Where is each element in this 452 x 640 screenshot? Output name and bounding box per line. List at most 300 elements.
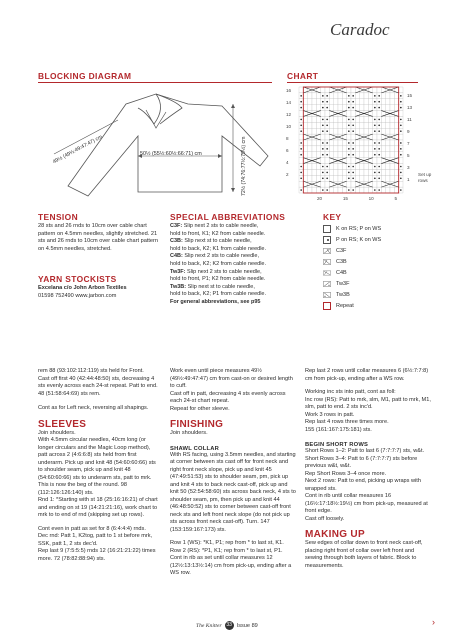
purl-dot	[322, 166, 324, 168]
cable-chart-grid	[298, 86, 404, 194]
chart-cell	[325, 134, 329, 140]
chart-cell	[360, 122, 364, 128]
chart-cell	[368, 187, 372, 193]
col2-castoff: Cast off in patt, decreasing 4 sts evenly across each 24-st chart repeat.	[170, 390, 286, 404]
col-num: 10	[368, 196, 374, 201]
abbrev-line: C3B: Slip next st to cable needle,	[170, 238, 252, 245]
chart-cell	[308, 122, 312, 128]
purl-dot	[348, 119, 350, 121]
chart-cell	[386, 164, 390, 170]
purl-dot	[374, 172, 376, 174]
chart-cell	[373, 134, 377, 140]
chart-cell	[308, 105, 312, 111]
chart-cell	[303, 164, 307, 170]
chart-cell	[338, 105, 342, 111]
chart-cell	[342, 140, 346, 146]
chart-cell	[394, 146, 398, 152]
chart-cell	[303, 105, 307, 111]
chart-cell	[364, 152, 368, 158]
page-number-badge: 33	[226, 622, 232, 628]
chart-cell	[316, 152, 320, 158]
key-title: KEY	[323, 212, 342, 222]
purl-dot	[400, 189, 402, 191]
abbrev-line: Tw3F: Slip next 2 sts to cable needle,	[170, 268, 262, 275]
chart-cell	[394, 105, 398, 111]
chart-cell	[364, 122, 368, 128]
chart-cell	[316, 105, 320, 111]
purl-dot	[326, 130, 328, 132]
chart-cell	[381, 169, 385, 175]
row-num: 3	[407, 165, 410, 170]
chart-cell	[394, 99, 398, 105]
chart-cell	[338, 146, 342, 152]
abbrev-line: hold to front, P1; K2 from cable needle.	[170, 276, 266, 283]
chart-cell	[329, 116, 333, 122]
sleeves-pickup: With 4.5mm circular needles, 40cm long (or longer circulars and the Magic Loop method), patt across 2 (4:6:6:8) sts held from first underarm. Pick up and knit 48 (54:60:60:66) sts to shoulder seam, pick up and knit 48 (54:60:60:66) sts to underarm sts, patt to mrk. This is now the beg of the round. 98 (112:126:126:140) sts.	[38, 437, 156, 496]
purl-dot	[400, 124, 402, 126]
abbrev-line: C4B: Slip next 2 sts to cable needle,	[170, 253, 259, 260]
chart-cell	[386, 93, 390, 99]
purl-dot	[352, 130, 354, 132]
chart-cell	[368, 152, 372, 158]
purl-dot	[400, 142, 402, 144]
chart-cell	[386, 146, 390, 152]
chart-cell	[381, 99, 385, 105]
chart-cell	[347, 111, 351, 117]
finishing-heading: FINISHING	[170, 419, 224, 430]
chart-cell	[338, 187, 342, 193]
col3-rep4: Rep last 4 rows three times more.	[305, 419, 389, 425]
purl-dot	[400, 148, 402, 150]
chart-cell	[394, 128, 398, 134]
chart-cell	[394, 93, 398, 99]
purl-dot	[400, 166, 402, 168]
chart-cell	[364, 164, 368, 170]
collar-pickup: With RS facing, using 3.5mm needles, and starting at corner between sts cast off for front neck and right front neck slope, pick up and knit 45 (47:49:51:53) sts to shoulder seam, pm, pick up and knit 4 sts to back neck cast-off, pick up and knit 50 (52:54:58:60) sts across back neck, 4 sts to shoulder seam, pm, then pick up and knit 44 (46:48:50:52) sts to corner between cast-off front neck sts and left front neck slope (do not pick up sts across front neck cast-off). Turn. 147 (153:159:167:173) sts.	[170, 451, 296, 533]
chart-cell	[394, 152, 398, 158]
chart-cell	[360, 128, 364, 134]
col2-work-even: Work even until piece measures 49½ (49½:49:47:47) cm from cast-on or desired length to cuff.	[170, 368, 293, 389]
chart-cell	[347, 134, 351, 140]
chart-cell	[303, 122, 307, 128]
chart-cell	[399, 134, 403, 140]
chart-cell	[368, 140, 372, 146]
purl-dot	[374, 177, 376, 179]
chart-cell	[316, 164, 320, 170]
purl-dot	[378, 142, 380, 144]
purl-dot	[378, 101, 380, 103]
purl-dot	[322, 124, 324, 126]
purl-dot	[352, 119, 354, 121]
short-rows-cont: Cont in rib until collar measures 16 (16½:17:18½:19½) cm from pick-up, measured at front edge.	[305, 493, 428, 514]
chart-cell	[355, 175, 359, 181]
col1-castoff: Cast off first 40 (42:44:48:50) sts, decreasing 4 sts evenly across each 24-st repeat. Patt to end.	[38, 375, 158, 389]
chart-cell	[381, 164, 385, 170]
collar-row1: Row 1 (WS): *K1, P1; rep from * to last st, K1.	[170, 540, 284, 546]
chart-cell	[308, 169, 312, 175]
chart-cell	[299, 134, 303, 140]
chart-rule	[287, 82, 418, 83]
chart-cell	[355, 140, 359, 146]
chart-cell	[355, 93, 359, 99]
purl-dot	[300, 189, 302, 191]
chart-cell	[394, 175, 398, 181]
chart-cell	[329, 93, 333, 99]
chart-cell	[338, 164, 342, 170]
chart-cell	[334, 146, 338, 152]
chart-cell	[355, 128, 359, 134]
short-rows-heading: BEGIN SHORT ROWS	[305, 442, 369, 448]
chart-cell	[342, 152, 346, 158]
purl-dot	[374, 148, 376, 150]
chart-cell	[329, 152, 333, 158]
purl-dot	[374, 101, 376, 103]
chart-cell	[381, 187, 385, 193]
purl-dot	[322, 107, 324, 109]
abbrev-footer: For general abbreviations, see p95	[170, 298, 261, 305]
chart-cell	[364, 146, 368, 152]
chart-cell	[342, 146, 346, 152]
collar-rib: Cont in rib as set until collar measures 12 (12½:13:13½:14) cm from pick-up, ending after a WS row.	[170, 555, 292, 576]
purl-dot	[300, 119, 302, 121]
chart-cell	[394, 116, 398, 122]
chart-cell	[334, 175, 338, 181]
chart-cell	[355, 122, 359, 128]
chart-cell	[303, 140, 307, 146]
chart-cell	[377, 111, 381, 117]
chart-cell	[368, 99, 372, 105]
abbreviations-list	[170, 223, 310, 307]
chart-cell	[390, 175, 394, 181]
row-num: 14	[286, 100, 292, 105]
purl-dot	[322, 101, 324, 103]
chart-cell	[386, 175, 390, 181]
col-num: 5	[394, 196, 397, 201]
col3-rep: Rep last 2 rows until collar measures 6 (6½:7:7:8) cm from pick-up, ending after a WS row.	[305, 368, 429, 382]
chart-cell	[338, 128, 342, 134]
chart-cell	[360, 105, 364, 111]
purl-dot	[348, 172, 350, 174]
row-num: 8	[286, 136, 289, 141]
sleeves-cont: Cont even in patt as set for 8 (6:4:4:4) rnds.	[38, 525, 146, 532]
chart-col-numbers	[317, 196, 397, 201]
purl-dot	[374, 142, 376, 144]
chart-cell	[334, 116, 338, 122]
chart-cell	[342, 99, 346, 105]
purl-dot	[352, 166, 354, 168]
purl-dot	[352, 177, 354, 179]
purl-dot	[400, 101, 402, 103]
purl-dot	[378, 124, 380, 126]
chart-cell	[308, 93, 312, 99]
chart-cell	[338, 175, 342, 181]
purl-dot	[400, 172, 402, 174]
chart-cell	[329, 122, 333, 128]
chart-cell	[325, 158, 329, 164]
chart-cell	[381, 146, 385, 152]
chart-cell	[394, 122, 398, 128]
chart-cell	[338, 99, 342, 105]
purl-dot	[326, 142, 328, 144]
purl-dot	[300, 95, 302, 97]
chart-cell	[303, 187, 307, 193]
chart-cell	[390, 152, 394, 158]
chart-cell	[299, 87, 303, 93]
chart-cell	[355, 105, 359, 111]
chart-cell	[303, 128, 307, 134]
chart-cell	[390, 146, 394, 152]
sleeves-rep: Rep last 9 (7:5:5:5) rnds 12 (16:21:21:22) times more. 72 (78:82:88:94) sts.	[38, 548, 156, 562]
purl-dot	[348, 177, 350, 179]
chart-cell	[316, 116, 320, 122]
chart-cell	[312, 105, 316, 111]
row-num: 7	[407, 141, 410, 146]
chart-cell	[334, 105, 338, 111]
yarn-stockists-title: YARN STOCKISTS	[38, 274, 117, 284]
chart-cell	[368, 105, 372, 111]
chart-cell	[308, 146, 312, 152]
key-item: Tw3B	[323, 289, 433, 300]
chart-cell	[342, 128, 346, 134]
chart-cell	[360, 152, 364, 158]
chart-cell	[312, 164, 316, 170]
chart-cell	[329, 169, 333, 175]
chart-cell	[325, 181, 329, 187]
purl-dot	[326, 166, 328, 168]
chart-cell	[390, 93, 394, 99]
chart-cell	[355, 116, 359, 122]
col2-repeat: Repeat for other sleeve.	[170, 405, 230, 412]
purl-dot	[352, 172, 354, 174]
purl-dot	[352, 101, 354, 103]
column-3	[305, 368, 431, 570]
col1-right-neck: Cont as for Left neck, reversing all shapings.	[38, 405, 149, 411]
chart-cell	[390, 169, 394, 175]
chart-cell	[364, 175, 368, 181]
chart-cell	[386, 122, 390, 128]
purl-dot	[348, 142, 350, 144]
chart-cell	[308, 140, 312, 146]
chart-cell	[399, 158, 403, 164]
chart-cell	[334, 169, 338, 175]
chart-cell	[325, 87, 329, 93]
chart-cell	[373, 158, 377, 164]
chart-cell	[360, 99, 364, 105]
chart-cell	[360, 146, 364, 152]
purl-dot	[378, 119, 380, 121]
chart-cell	[394, 169, 398, 175]
chart-cell	[386, 169, 390, 175]
chart-cell	[299, 111, 303, 117]
purl-dot	[352, 189, 354, 191]
chart-cell	[308, 128, 312, 134]
purl-dot	[348, 189, 350, 191]
purl-dot	[322, 142, 324, 144]
chart-cell	[386, 187, 390, 193]
making-up-text: Sew edges of collar down to front neck cast-off, placing right front of collar over left front and sewing through both layers of fabric. Block to measurements.	[305, 540, 423, 569]
col1-intro: rem 88 (93:102:112:119) sts held for Front.	[38, 368, 144, 374]
row-num: 6	[286, 148, 289, 153]
sleeves-rnd1: Rnd 1: *Starting with st 18 (25:16:16:21) of chart and ending on st 19 (14:21:21:16), work chart to mrk to to end of rnd (skipping set up rows).	[38, 497, 158, 518]
chart-cell	[386, 105, 390, 111]
purl-dot	[300, 177, 302, 179]
chart-cell	[316, 93, 320, 99]
purl-dot	[300, 142, 302, 144]
row-num: 11	[407, 117, 412, 122]
chart-cell	[399, 87, 403, 93]
chart-cell	[308, 152, 312, 158]
chart-cell	[338, 140, 342, 146]
chart-cell	[329, 105, 333, 111]
purl-dot	[378, 107, 380, 109]
shawl-collar-heading: SHAWL COLLAR	[170, 445, 219, 452]
length-measurement: 72½ (74:76:77½:79½) cm	[241, 136, 247, 196]
purl-dot	[352, 107, 354, 109]
pattern-name: Caradoc	[330, 20, 390, 39]
chart-cell	[373, 181, 377, 187]
chart-cell	[316, 187, 320, 193]
chart-cell	[334, 128, 338, 134]
sleeve-measurement: 49½ (49½:49:47:47) cm	[52, 134, 104, 166]
chart-cell	[390, 187, 394, 193]
purl-dot	[374, 107, 376, 109]
chart-cell	[390, 140, 394, 146]
purl-dot	[348, 95, 350, 97]
purl-dot	[378, 189, 380, 191]
chart-cell	[351, 158, 355, 164]
chart-cell	[386, 116, 390, 122]
chart-cell	[342, 105, 346, 111]
chart-cell	[312, 140, 316, 146]
row-num: 9	[407, 129, 410, 134]
purl-dot	[348, 107, 350, 109]
chart-cell	[316, 128, 320, 134]
chart-cell	[399, 181, 403, 187]
purl-dot	[322, 172, 324, 174]
chart-cell	[312, 146, 316, 152]
yarn-stockist-contact: 01598 752490 www.jarbon.com	[38, 293, 117, 299]
purl-dot	[326, 154, 328, 156]
chart-cell	[316, 169, 320, 175]
purl-dot	[322, 95, 324, 97]
purl-dot	[300, 172, 302, 174]
chart-cell	[303, 175, 307, 181]
chart-cell	[342, 175, 346, 181]
chart-cell	[303, 146, 307, 152]
chart-cell	[386, 128, 390, 134]
chart-cell	[373, 111, 377, 117]
chart-cell	[381, 175, 385, 181]
purl-dot	[352, 154, 354, 156]
chart-cell	[390, 99, 394, 105]
chart-cell	[364, 140, 368, 146]
chart-cell	[321, 111, 325, 117]
chart-cell	[299, 181, 303, 187]
chart-cell	[334, 187, 338, 193]
chart-cell	[364, 105, 368, 111]
purl-dot	[400, 177, 402, 179]
chart-cell	[329, 175, 333, 181]
purl-dot	[378, 172, 380, 174]
chart-cell	[360, 116, 364, 122]
chart-cell	[373, 87, 377, 93]
chart-cell	[312, 169, 316, 175]
tension-title: TENSION	[38, 212, 79, 222]
chart-cell	[360, 187, 364, 193]
chart-cell	[355, 152, 359, 158]
tension-text: 28 sts and 26 rnds to 10cm over cable chart pattern on 4.5mm needles, slightly stretched. 21 sts and 26 rnds to 10cm over cable chart pattern on 4.5mm needles, stretched.	[38, 223, 159, 252]
chart-cell	[360, 140, 364, 146]
chart-cell	[321, 158, 325, 164]
sleeves-join: Join shoulders.	[38, 429, 76, 436]
purl-dot	[348, 130, 350, 132]
chart-cell	[303, 169, 307, 175]
chart-cell	[355, 164, 359, 170]
chart-cell	[377, 181, 381, 187]
short-rows-rep: Rep Short Rows 3–4 once more.	[305, 470, 387, 477]
abbrev-line: C3F: Slip next 2 sts to cable needle,	[170, 223, 259, 229]
purl-dot	[300, 101, 302, 103]
purl-dot	[300, 166, 302, 168]
chart-cell	[308, 175, 312, 181]
purl-dot	[348, 101, 350, 103]
col1-remaining: 48 (51:58:64:69) sts rem.	[38, 390, 101, 397]
tw3b-symbol-icon	[323, 291, 331, 299]
purl-dot	[300, 130, 302, 132]
purl-dot	[326, 124, 328, 126]
chart-cell	[368, 175, 372, 181]
abbrev-line: hold to back, K2; K2 from cable needle.	[170, 260, 267, 267]
key-item: C4B	[323, 267, 433, 278]
chart-right-row-numbers	[407, 93, 417, 189]
key-item: Tw3F	[323, 278, 433, 289]
chart-cell	[342, 122, 346, 128]
abbrev-line: hold to front, K1; K2 from cable needle.	[170, 230, 266, 237]
chart-cell	[316, 122, 320, 128]
chart-cell	[329, 187, 333, 193]
chart-cell	[308, 116, 312, 122]
purl-dot	[326, 177, 328, 179]
chart-cell	[381, 128, 385, 134]
key-item: Repeat	[323, 300, 433, 311]
purl-dot	[326, 189, 328, 191]
col3-work3: Work 3 rows in patt.	[305, 411, 355, 418]
chart-cell	[342, 169, 346, 175]
chart-cell	[334, 164, 338, 170]
knit-symbol-icon	[323, 225, 331, 233]
purl-dot	[326, 107, 328, 109]
purl-dot	[322, 177, 324, 179]
key-item: C3F	[323, 245, 433, 256]
chart-cell	[316, 175, 320, 181]
chart-cell	[303, 93, 307, 99]
purl-dot	[352, 142, 354, 144]
purl-dot	[326, 172, 328, 174]
c3f-symbol-icon	[323, 247, 331, 255]
row-num: 15	[407, 93, 413, 98]
chart-cell	[368, 128, 372, 134]
row-num: 13	[407, 105, 413, 110]
purl-dot	[322, 154, 324, 156]
chart-cell	[355, 99, 359, 105]
purl-dot	[326, 101, 328, 103]
chart-cell	[347, 87, 351, 93]
purl-dot	[300, 107, 302, 109]
chart-cell	[381, 122, 385, 128]
chart-cell	[342, 116, 346, 122]
short-rows-3-4: Short Rows 3–4: Patt to 6 (7:7:7:7) sts before previous w&t, w&t.	[305, 455, 418, 469]
chart-cell	[355, 187, 359, 193]
